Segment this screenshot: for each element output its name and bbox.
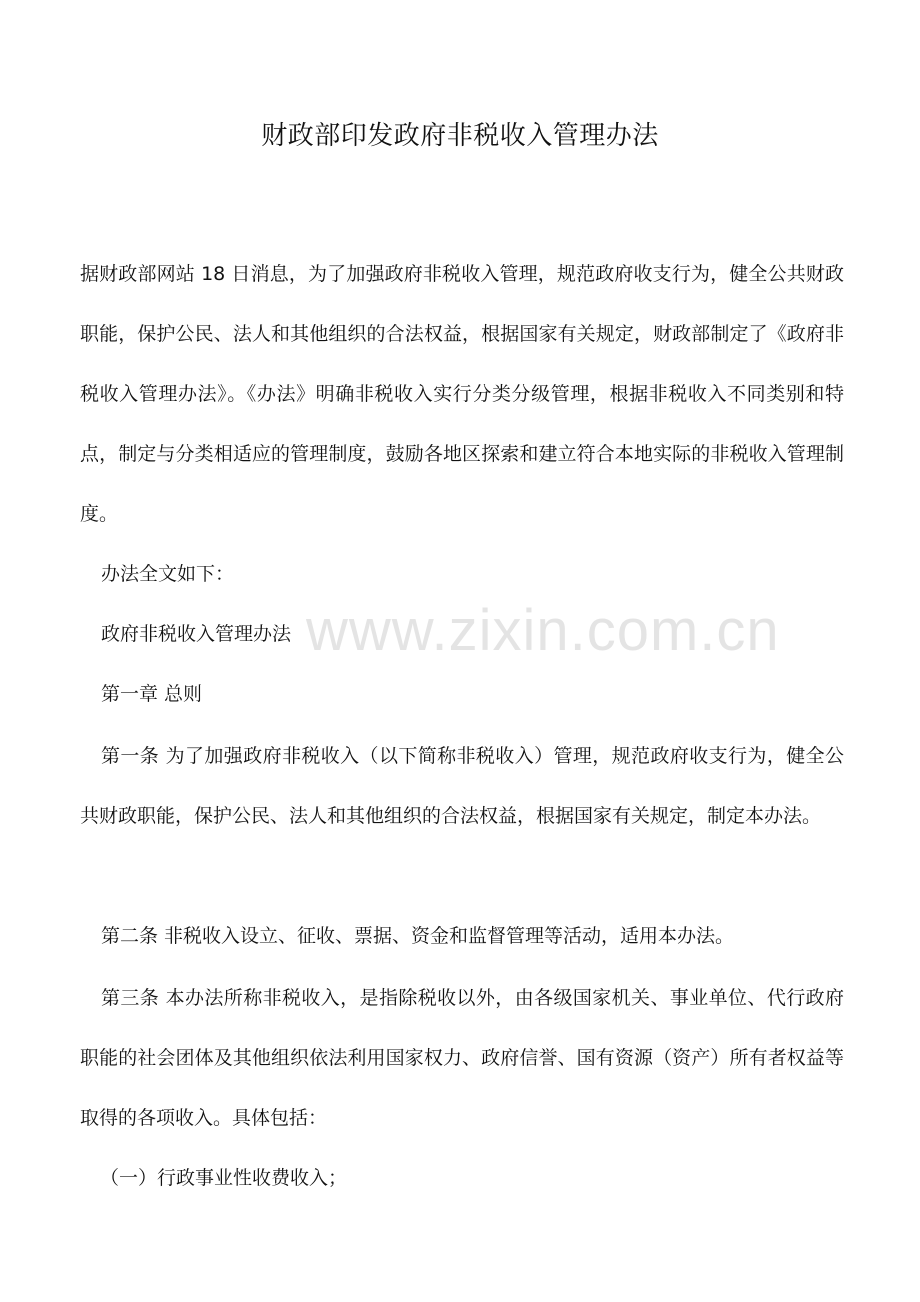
article-1: 第一条 为了加强政府非税收入（以下简称非税收入）管理，规范政府收支行为，健全公共财政职能，保护公民、法人和其他组织的合法权益，根据国家有关规定，制定本办法。: [80, 745, 844, 827]
full-text-intro: 办法全文如下：: [101, 563, 235, 585]
article-2: 第二条 非税收入设立、征收、票据、资金和监督管理等活动，适用本办法。: [101, 925, 735, 947]
intro-paragraph: 据财政部网站 18 日消息，为了加强政府非税收入管理，规范政府收支行为，健全公共财政职能，保护公民、法人和其他组织的合法权益，根据国家有关规定，财政部制定了《政府非税收入管理办法》。《办法》明确非税收入实行分类分级管理，根据非税收入不同类别和特点，制定与分类相适应的管理制度，鼓励各地区探索和建立符合本地实际的非税收入管理制度。: [80, 263, 844, 525]
chapter-heading: 第一章 总则: [101, 683, 203, 705]
watermark: www.zixin.com.cn: [306, 598, 780, 663]
document-title: 财政部印发政府非税收入管理办法: [261, 121, 659, 151]
article-3: 第三条 本办法所称非税收入，是指除税收以外，由各级国家机关、事业单位、代行政府职能的社会团体及其他组织依法利用国家权力、政府信誉、国有资源（资产）所有者权益等取得的各项收入。具体包括：: [80, 987, 844, 1129]
list-item: （一）行政事业性收费收入；: [100, 1167, 348, 1189]
regulation-title: 政府非税收入管理办法: [101, 623, 292, 645]
